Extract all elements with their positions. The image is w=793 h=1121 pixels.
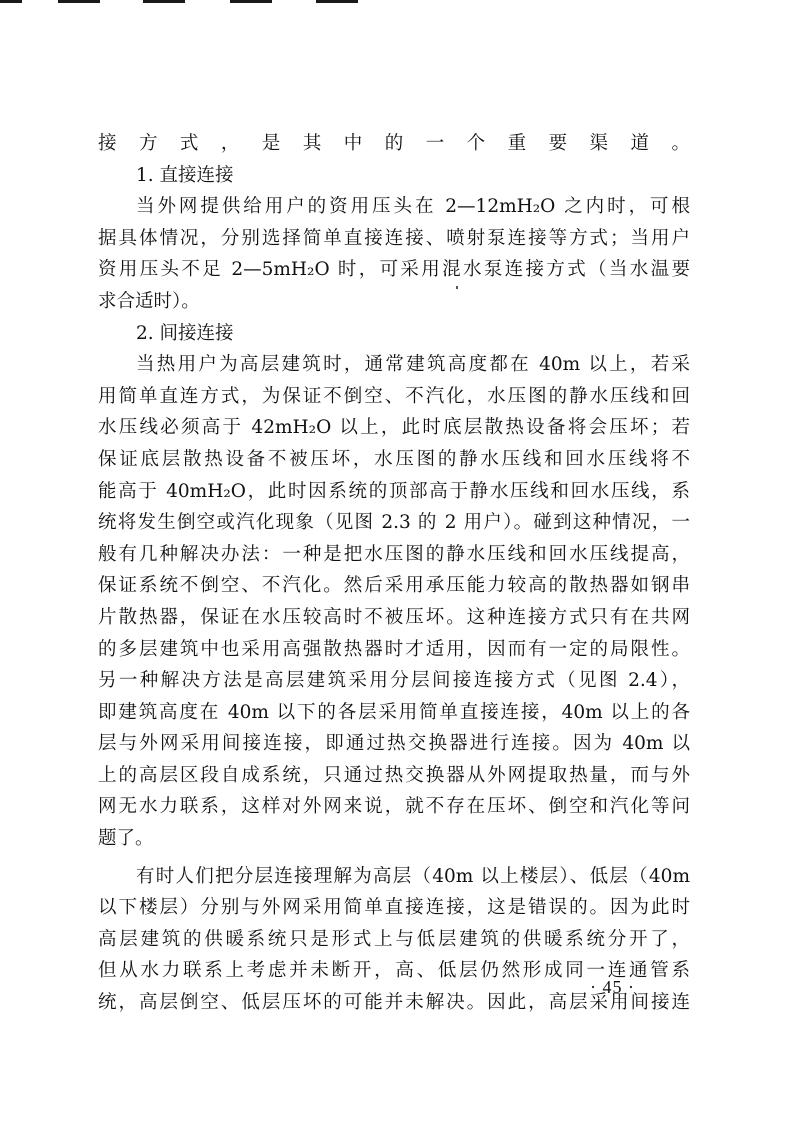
paragraph-line: 般有几种解决办法：一种是把水压图的静水压线和回水压线提高，	[98, 543, 690, 565]
paragraph-line: 但从水力联系上考虑并未断开，高、低层仍然形成同一连通管系	[98, 960, 690, 982]
paragraph-line: 上的高层区段自成系统，只通过热交换器从外网提取热量，而与外	[98, 764, 690, 786]
paragraph-line: 即建筑高度在 40m 以下的各层采用简单直接连接，40m 以上的各	[98, 701, 690, 723]
paragraph-line: 用简单直连方式，为保证不倒空、不汽化，水压图的静水压线和回	[98, 385, 690, 407]
header-rule-5	[316, 0, 358, 3]
paragraph-line: 有时人们把分层连接理解为高层（40m 以上楼层）、低层（40m	[136, 865, 690, 887]
paragraph-line: 据具体情况，分别选择简单直接连接、喷射泵连接等方式；当用户	[98, 227, 690, 249]
paragraph-line: 保证系统不倒空、不汽化。然后采用承压能力较高的散热器如钢串	[98, 575, 690, 597]
text-line-continuation: 接方式，是其中的一个重要渠道。	[98, 133, 690, 154]
header-rule-2	[58, 0, 100, 3]
paragraph-line: 统将发生倒空或汽化现象（见图 2.3 的 2 用户）。碰到这种情况，一	[98, 512, 690, 534]
paragraph-line: 高层建筑的供暖系统只是形式上与低层建筑的供暖系统分开了，	[98, 928, 690, 950]
header-rule-4	[230, 0, 272, 3]
paragraph-line: 保证底层散热设备不被压坏，水压图的静水压线和回水压线将不	[98, 448, 690, 470]
paragraph-line: 资用压头不足 2—5mH₂O 时，可采用混水泵连接方式（当水温要	[98, 259, 690, 281]
paragraph-line: 当外网提供给用户的资用压头在 2—12mH₂O 之内时，可根	[136, 196, 690, 218]
paragraph-line: 当热用户为高层建筑时，通常建筑高度都在 40m 以上，若采	[136, 354, 690, 376]
section-heading-direct-connection: 1. 直接连接	[136, 164, 234, 186]
page-body	[98, 128, 690, 1019]
paragraph-line: 水压线必须高于 42mH₂O 以上，此时底层散热设备将会压坏；若	[98, 417, 690, 439]
paragraph-line: 以下楼层）分别与外网采用简单直接连接，这是错误的。因为此时	[98, 897, 690, 919]
header-rule-3	[143, 0, 185, 3]
paragraph-line: 片散热器，保证在水压较高时不被压坏。这种连接方式只有在共网	[98, 606, 690, 628]
paragraph-line: 求合适时）。	[98, 290, 200, 312]
paragraph-line: 题了。	[98, 828, 154, 850]
paragraph-line: 的多层建筑中也采用高强散热器时才适用，因而有一定的局限性。	[98, 638, 690, 660]
header-rule-1	[0, 0, 22, 3]
section-heading-indirect-connection: 2. 间接连接	[136, 322, 234, 344]
paragraph-line: 网无水力联系，这样对外网来说，就不存在压坏、倒空和汽化等问	[98, 796, 690, 818]
page-number: · 45 ·	[590, 977, 635, 997]
paragraph-line: 另一种解决方法是高层建筑采用分层间接连接方式（见图 2.4），	[98, 670, 690, 692]
paragraph-line: 统，高层倒空、低层压坏的可能并未解决。因此，高层采用间接连	[98, 992, 690, 1014]
paragraph-line: 能高于 40mH₂O，此时因系统的顶部高于静水压线和回水压线，系	[98, 480, 690, 502]
paragraph-line: 层与外网采用间接连接，即通过热交换器进行连接。因为 40m 以	[98, 733, 690, 755]
